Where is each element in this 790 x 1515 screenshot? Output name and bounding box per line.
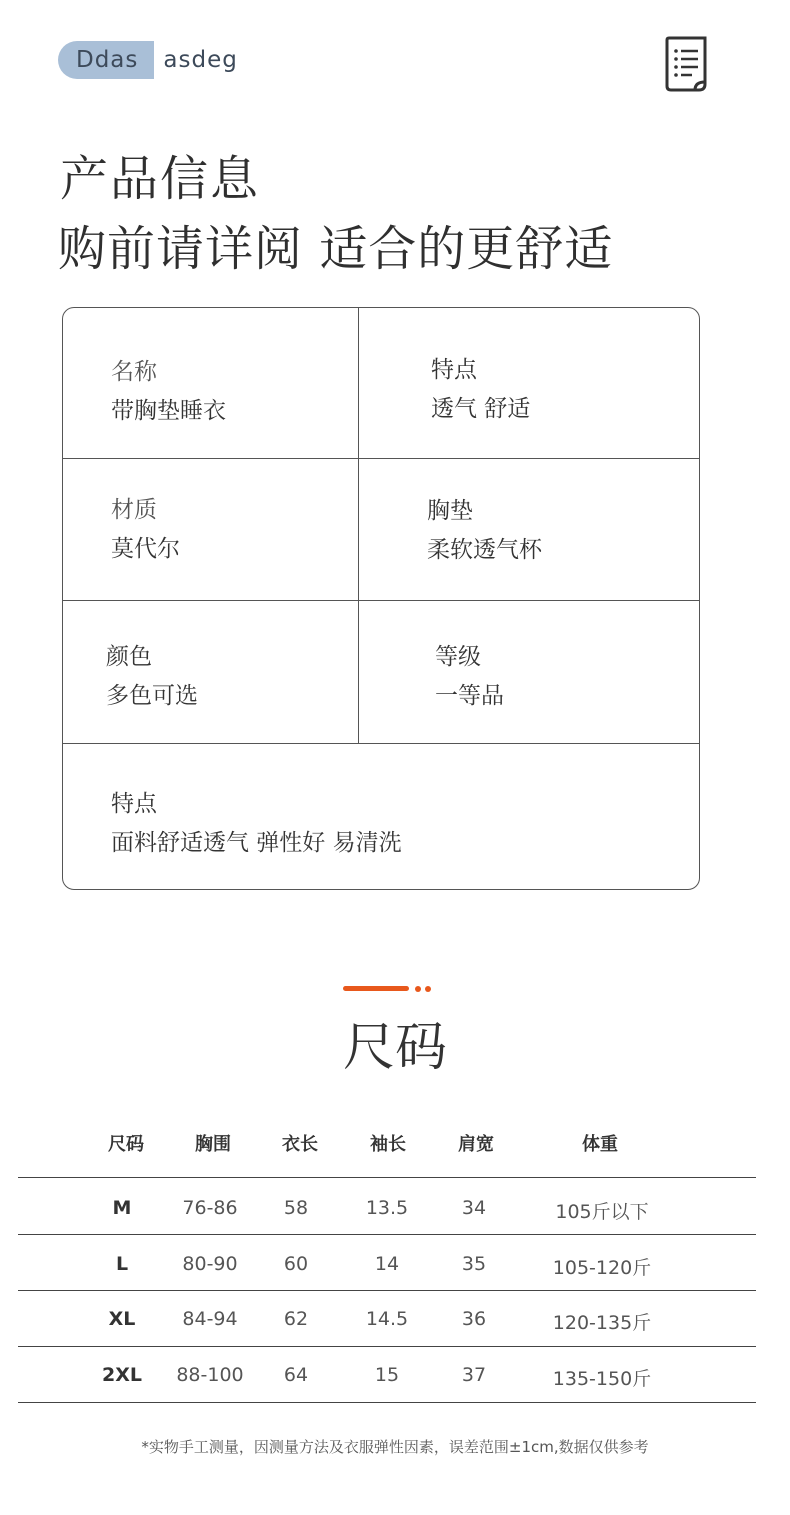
grade-value: 一等品 xyxy=(435,683,504,709)
size-section-title: 尺码 xyxy=(342,1018,447,1078)
table-cell-shoulder: 36 xyxy=(461,1308,487,1330)
table-cell-shoulder: 34 xyxy=(461,1197,487,1219)
brand-logo[interactable] xyxy=(58,41,238,79)
accent-dot xyxy=(415,986,421,992)
table-cell-size: XL xyxy=(108,1308,136,1330)
table-cell-length: 60 xyxy=(283,1253,309,1275)
feature2-label: 特点 xyxy=(111,791,157,817)
table-cell-weight: 105-120斤 xyxy=(552,1257,652,1279)
table-cell-length: 64 xyxy=(283,1364,309,1386)
table-cell-length: 62 xyxy=(283,1308,309,1330)
length-column-header: 衣长 xyxy=(282,1134,318,1155)
feature-label: 特点 xyxy=(431,357,477,383)
shoulder-column-header: 肩宽 xyxy=(458,1134,494,1155)
brand-highlight: Ddas xyxy=(58,41,154,79)
table-cell-shoulder: 37 xyxy=(461,1364,487,1386)
table-cell-chest: 76-86 xyxy=(182,1197,238,1219)
table-cell-size: 2XL xyxy=(102,1364,142,1386)
weight-column-header: 体重 xyxy=(582,1134,618,1155)
feature2-value: 面料舒适透气 弹性好 易清洗 xyxy=(111,830,402,856)
table-cell-weight: 135-150斤 xyxy=(552,1368,652,1390)
table-cell-weight: 105斤以下 xyxy=(555,1201,649,1223)
material-label: 材质 xyxy=(111,497,157,523)
grade-label: 等级 xyxy=(435,644,481,670)
table-cell-sleeve: 15 xyxy=(374,1364,400,1386)
table-rule xyxy=(18,1177,756,1178)
table-cell-size: L xyxy=(115,1253,129,1275)
table-cell-sleeve: 14 xyxy=(374,1253,400,1275)
table-cell-chest: 88-100 xyxy=(176,1364,244,1386)
table-cell-sleeve: 13.5 xyxy=(365,1197,409,1219)
page-title: 产品信息 xyxy=(60,151,261,207)
divider xyxy=(63,600,699,601)
table-cell-sleeve: 14.5 xyxy=(365,1308,409,1330)
pad-label: 胸垫 xyxy=(427,498,473,524)
page-subtitle: 购前请详阅 适合的更舒适 xyxy=(58,221,614,277)
color-label: 颜色 xyxy=(106,644,152,670)
table-rule xyxy=(18,1290,756,1291)
sleeve-column-header: 袖长 xyxy=(370,1134,406,1155)
name-value: 带胸垫睡衣 xyxy=(111,398,226,424)
table-rule xyxy=(18,1234,756,1235)
brand-name: asdeg xyxy=(163,47,238,73)
accent-dot xyxy=(425,986,431,992)
pad-value: 柔软透气杯 xyxy=(427,537,542,563)
table-cell-chest: 80-90 xyxy=(182,1253,238,1275)
divider xyxy=(63,458,699,459)
table-cell-weight: 120-135斤 xyxy=(552,1312,652,1334)
table-cell-size: M xyxy=(112,1197,132,1219)
table-cell-shoulder: 35 xyxy=(461,1253,487,1275)
table-cell-chest: 84-94 xyxy=(182,1308,238,1330)
accent-bar xyxy=(343,986,409,991)
divider xyxy=(63,743,699,744)
document-list-icon[interactable] xyxy=(662,34,712,94)
product-info-card xyxy=(62,307,700,890)
table-cell-length: 58 xyxy=(283,1197,309,1219)
material-value: 莫代尔 xyxy=(111,536,180,562)
table-rule xyxy=(18,1346,756,1347)
table-rule xyxy=(18,1402,756,1403)
color-value: 多色可选 xyxy=(106,683,198,709)
divider xyxy=(358,308,359,744)
feature-value: 透气 舒适 xyxy=(431,396,531,422)
name-label: 名称 xyxy=(111,359,157,385)
measurement-footnote: *实物手工测量，因测量方法及衣服弹性因素，误差范围±1cm,数据仅供参考 xyxy=(141,1438,649,1456)
chest-column-header: 胸围 xyxy=(195,1134,231,1155)
size-column-header: 尺码 xyxy=(108,1134,144,1155)
